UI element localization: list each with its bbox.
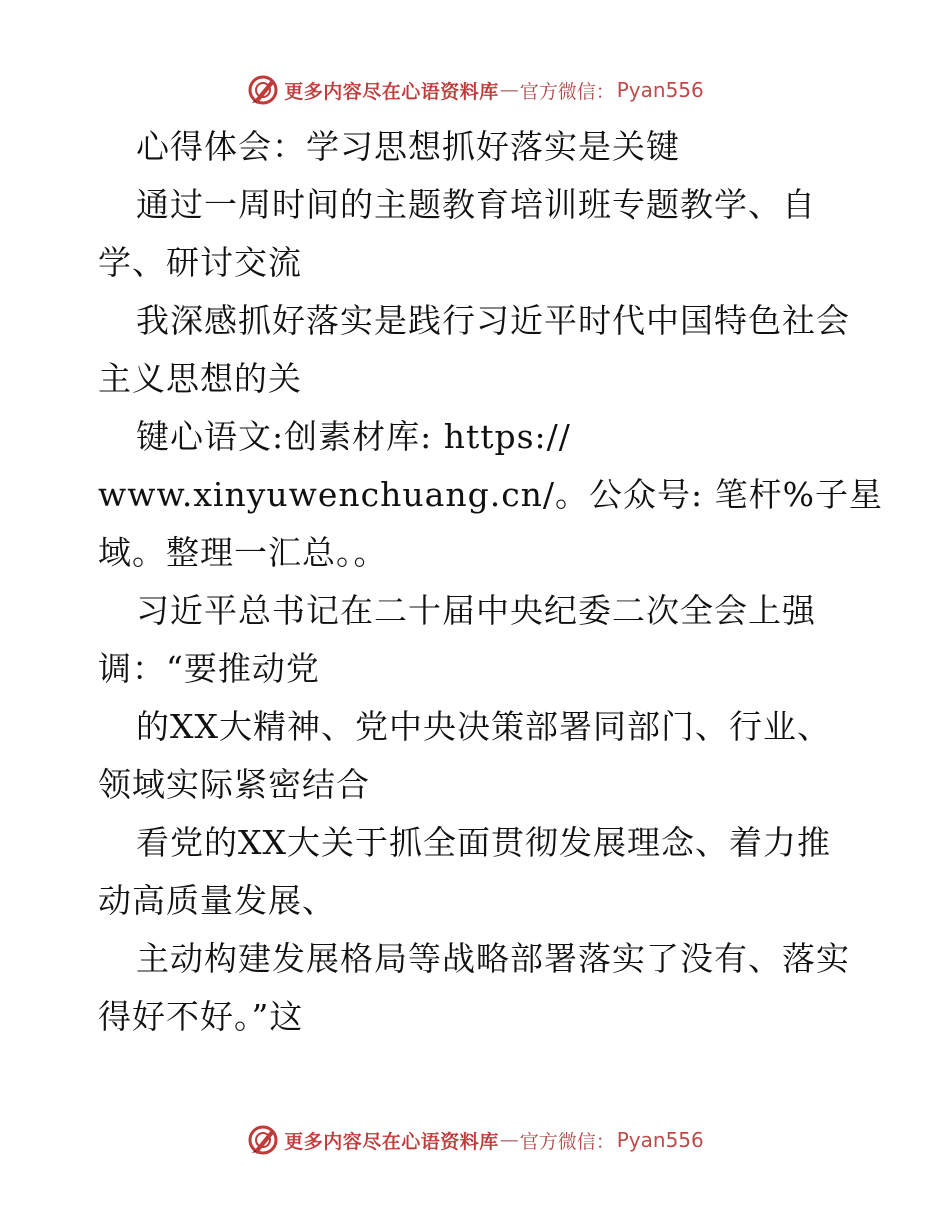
body-line: 动高质量发展、 (98, 881, 336, 920)
banner-dash: — (499, 79, 519, 101)
pen-logo-icon (246, 73, 280, 107)
body-line: 通过一周时间的主题教育培训班专题教学、自 (136, 185, 816, 224)
banner-wechat-id: Pyan556 (616, 1128, 704, 1152)
body-line: 学、研讨交流 (98, 243, 302, 282)
body-line: 看党的XX大关于抓全面贯彻发展理念、着力推 (136, 823, 831, 862)
body-line: 心得体会：学习思想抓好落实是关键 (136, 127, 680, 166)
body-line: 得好不好。”这 (98, 997, 304, 1036)
body-line: 领域实际紧密结合 (98, 765, 370, 804)
body-line: 键心语文:创素材库: https:// (136, 417, 571, 456)
body-line: www.xinyuwenchuang.cn/。公众号: 笔杆%子星 (98, 475, 884, 514)
banner-site-text: 更多内容尽在心语资料库 (284, 80, 499, 103)
document-body (98, 118, 884, 1046)
body-line: 我深感抓好落实是践行习近平时代中国特色社会 (136, 301, 850, 340)
body-line: 主动构建发展格局等战略部署落实了没有、落实 (136, 939, 850, 978)
body-line: 主义思想的关 (98, 359, 302, 398)
footer-watermark-banner (0, 1120, 950, 1160)
body-line: 调：“要推动党 (98, 649, 320, 688)
banner-wechat-id: Pyan556 (616, 78, 704, 102)
body-line: 域。整理一汇总。。 (98, 533, 388, 572)
header-watermark-banner (0, 70, 950, 110)
banner-site-text: 更多内容尽在心语资料库 (284, 1130, 499, 1153)
body-line: 习近平总书记在二十届中央纪委二次全会上强 (136, 591, 816, 630)
banner-label: 官方微信： (519, 80, 615, 103)
pen-logo-icon (246, 1123, 280, 1157)
banner-dash: — (499, 1129, 519, 1151)
banner-label: 官方微信： (519, 1130, 615, 1153)
body-line: 的XX大精神、党中央决策部署同部门、行业、 (136, 707, 831, 746)
